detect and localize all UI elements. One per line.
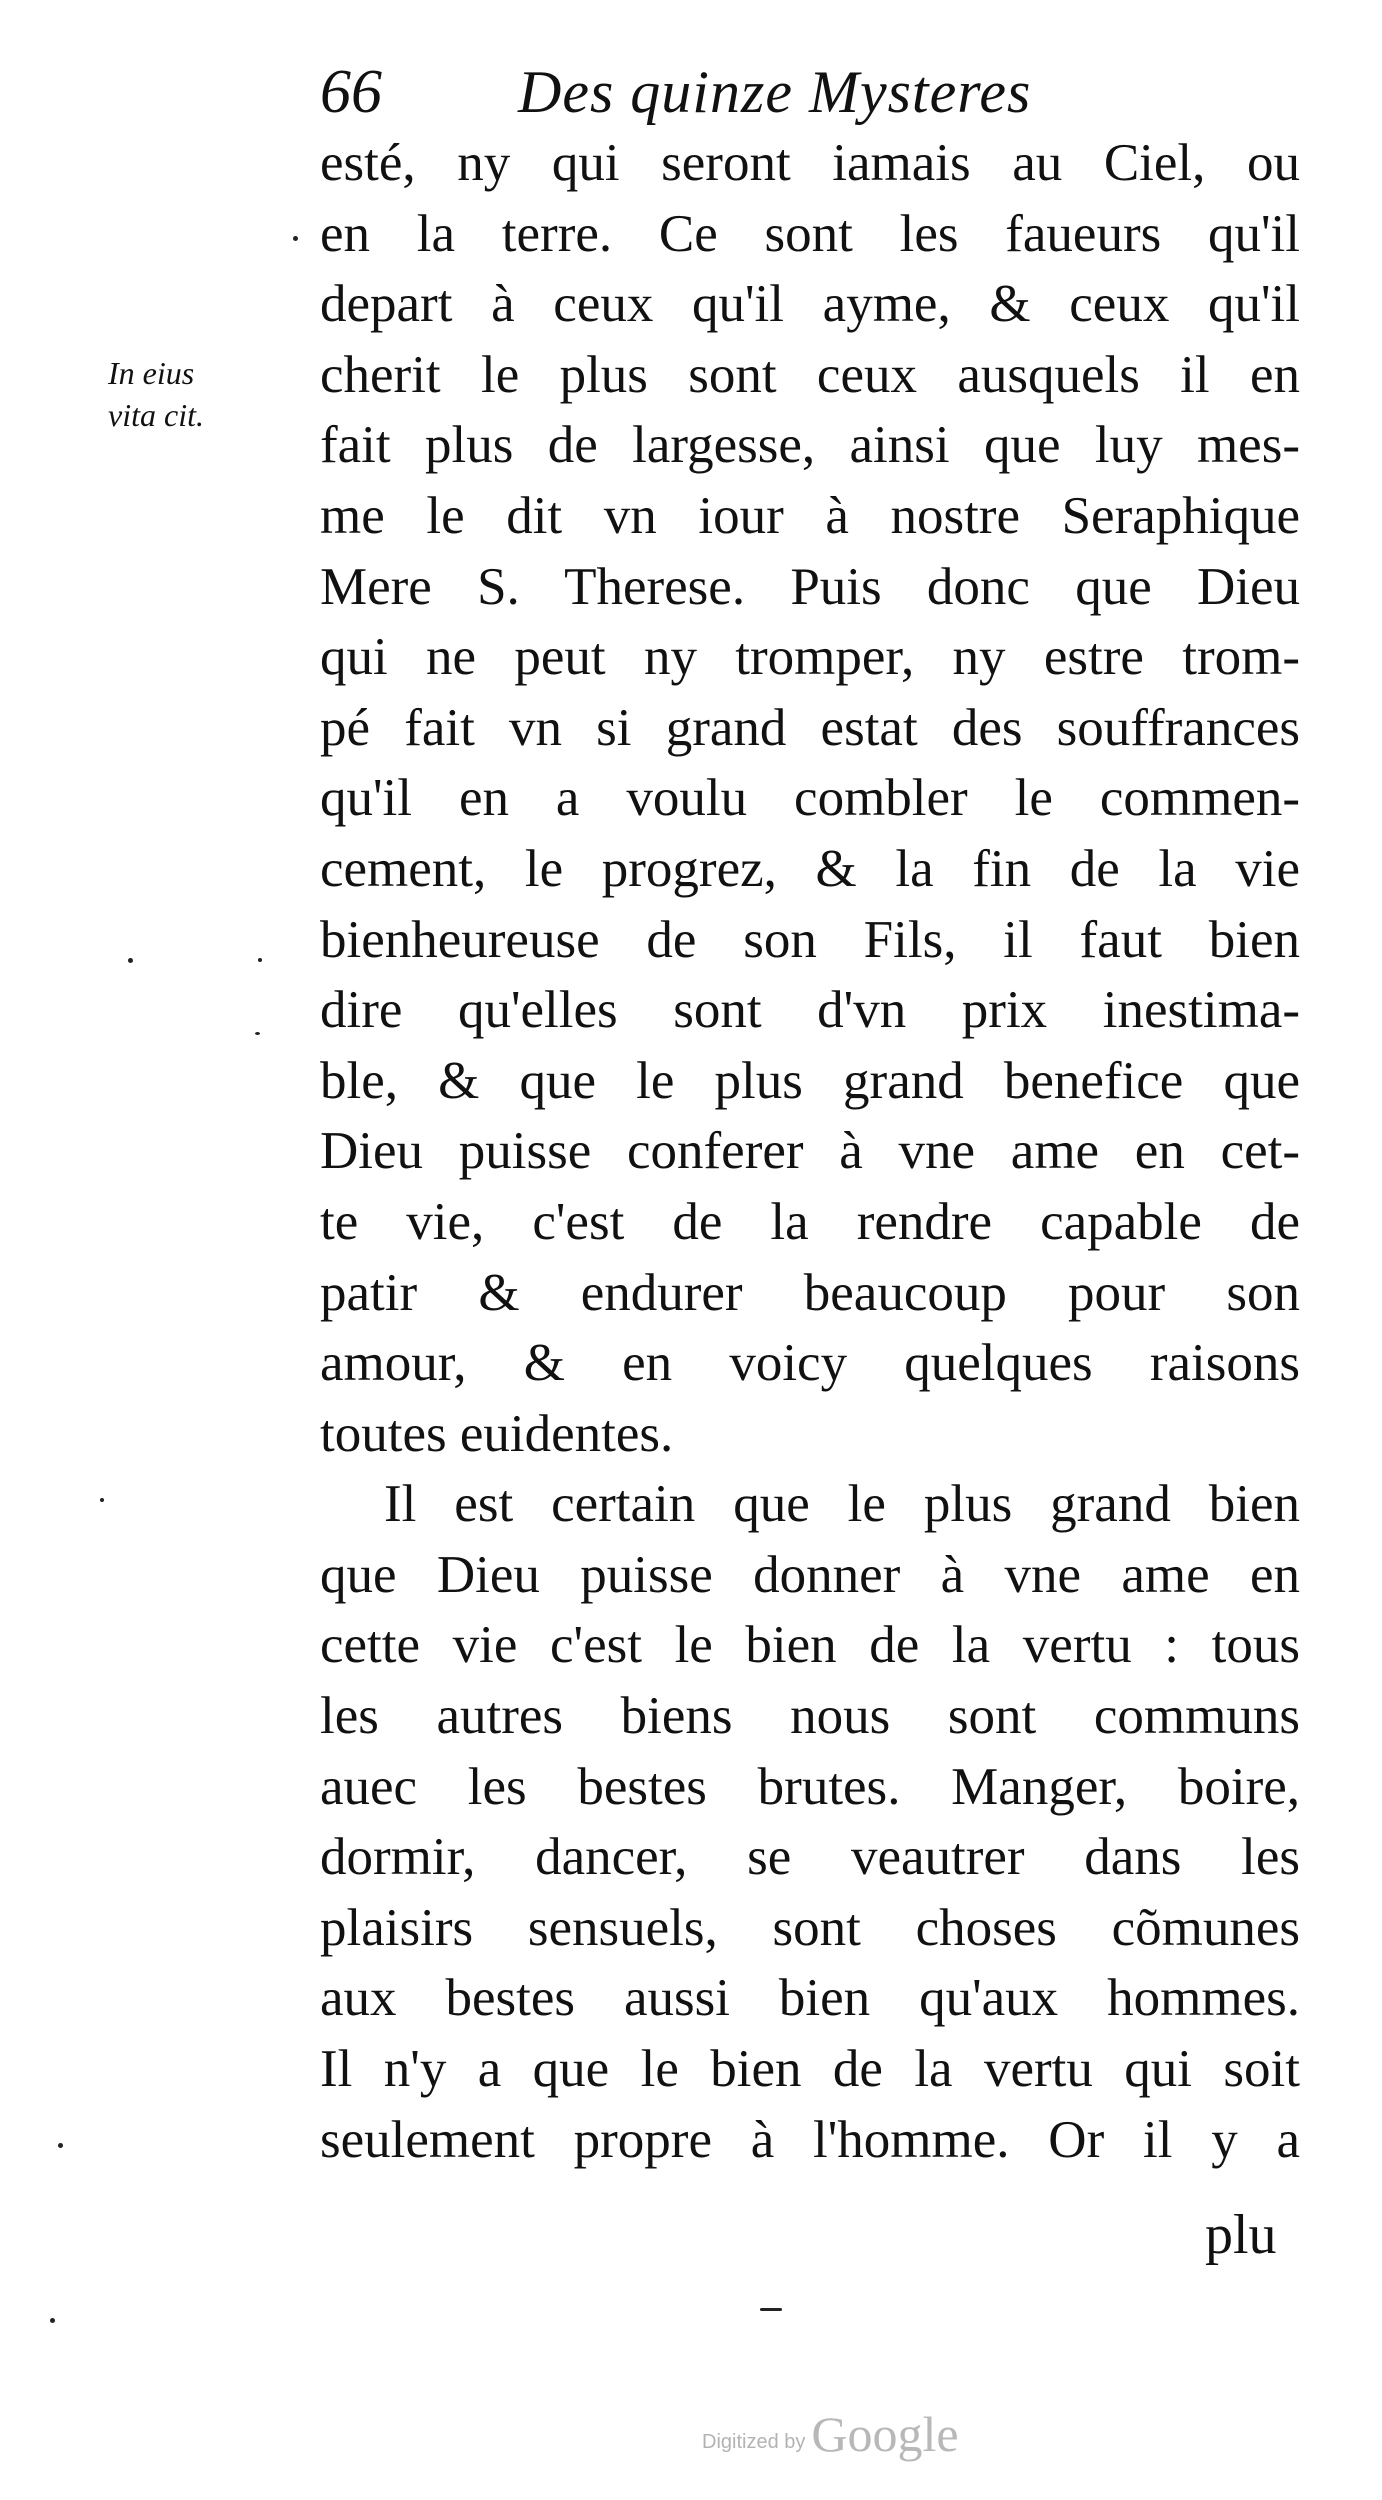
text-line: cherit le plus sont ceux ausquels il en bbox=[320, 345, 1300, 404]
scan-speck bbox=[50, 2318, 55, 2323]
text-line: Mere S. Therese. Puis donc que Dieu bbox=[320, 557, 1300, 616]
google-logo: Google bbox=[811, 2406, 959, 2462]
scan-speck bbox=[100, 1498, 104, 1502]
text-line: fait plus de largesse, ainsi que luy mes- bbox=[320, 416, 1300, 475]
text-line: Il n'y a que le bien de la vertu qui soit bbox=[320, 2040, 1300, 2099]
marginal-note bbox=[108, 352, 298, 436]
page-header bbox=[320, 52, 1300, 132]
text-line: patir & endurer beaucoup pour son bbox=[320, 1263, 1300, 1322]
text-line: te vie, c'est de la rendre capable de bbox=[320, 1192, 1300, 1251]
scan-speck bbox=[293, 236, 298, 241]
text-line: cette vie c'est le bien de la vertu : tous bbox=[320, 1616, 1300, 1675]
scan-speck bbox=[258, 958, 262, 962]
text-line: les autres biens nous sont communs bbox=[320, 1687, 1300, 1746]
text-line: amour, & en voicy quelques raisons bbox=[320, 1334, 1300, 1393]
scan-speck bbox=[58, 2143, 63, 2148]
text-line: dire qu'elles sont d'vn prix inestima- bbox=[320, 981, 1300, 1040]
text-line: que Dieu puisse donner à vne ame en bbox=[320, 1545, 1300, 1604]
text-line: Il est certain que le plus grand bien bbox=[384, 1475, 1300, 1534]
digitized-watermark bbox=[702, 2402, 959, 2462]
text-line: pé fait vn si grand estat des souffrances bbox=[320, 698, 1300, 757]
text-line: qu'il en a voulu combler le commen- bbox=[320, 769, 1300, 828]
text-line: esté, ny qui seront iamais au Ciel, ou bbox=[320, 134, 1300, 192]
text-line: bienheureuse de son Fils, il faut bien bbox=[320, 910, 1300, 969]
scan-speck bbox=[760, 2308, 782, 2311]
text-line: seulement propre à l'homme. Or il y a bbox=[320, 2110, 1300, 2169]
marginal-note-line: vita cit. bbox=[108, 397, 204, 433]
page-number: 66 bbox=[320, 58, 382, 126]
text-line: me le dit vn iour à nostre Seraphique bbox=[320, 486, 1300, 545]
running-title: Des quinze Mysteres bbox=[518, 59, 1032, 125]
text-line: toutes euidentes. bbox=[320, 1404, 674, 1463]
text-line: ble, & que le plus grand benefice que bbox=[320, 1051, 1300, 1110]
catchword: plu bbox=[1205, 2204, 1277, 2266]
text-line: dormir, dancer, se veautrer dans les bbox=[320, 1828, 1300, 1887]
text-line: Dieu puisse conferer à vne ame en cet- bbox=[320, 1122, 1300, 1181]
text-line: cement, le progrez, & la fin de la vie bbox=[320, 839, 1300, 898]
marginal-note-line: In eius bbox=[108, 355, 195, 391]
text-line: plaisirs sensuels, sont choses cõmunes bbox=[320, 1898, 1300, 1957]
text-line: auec les bestes brutes. Manger, boire, bbox=[320, 1757, 1300, 1816]
text-line: en la terre. Ce sont les faueurs qu'il bbox=[320, 204, 1300, 263]
scan-speck bbox=[255, 1032, 260, 1035]
scan-speck bbox=[128, 958, 133, 963]
text-line: qui ne peut ny tromper, ny estre trom- bbox=[320, 628, 1300, 687]
text-line: aux bestes aussi bien qu'aux hommes. bbox=[320, 1969, 1300, 2028]
text-line: depart à ceux qu'il ayme, & ceux qu'il bbox=[320, 275, 1300, 334]
body-text bbox=[320, 128, 1300, 2175]
digitized-by-label: Digitized by bbox=[702, 2431, 806, 2453]
